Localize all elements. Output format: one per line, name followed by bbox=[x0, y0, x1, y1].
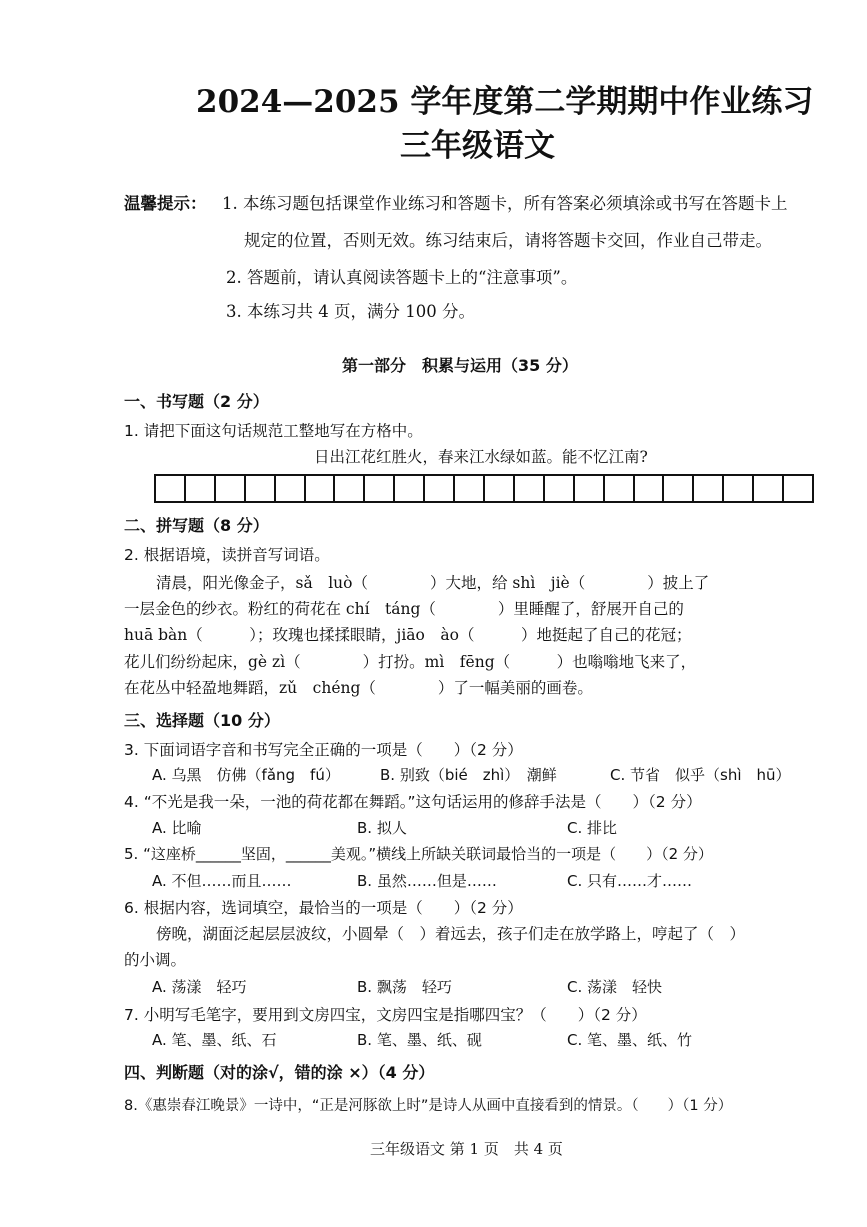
tips-item-1b: 规定的位置，否则无效。练习结束后，请将答题卡交回，作业自己带走。 bbox=[244, 231, 772, 250]
grid-cell[interactable] bbox=[455, 474, 485, 503]
section-heading-choice: 三、选择题（10 分） bbox=[124, 711, 280, 730]
grid-cell[interactable] bbox=[694, 474, 724, 503]
page-subtitle: 三年级语文 bbox=[400, 128, 555, 164]
grid-cell[interactable] bbox=[276, 474, 306, 503]
section-heading-pinyin: 二、拼写题（8 分） bbox=[124, 516, 269, 535]
tips-item-3: 3. 本练习共 4 页，满分 100 分。 bbox=[226, 302, 475, 321]
grid-cell[interactable] bbox=[635, 474, 665, 503]
pinyin-line-1: 清晨，阳光像金子，sǎ luò（ ）大地，给 shì jiè（ ）披上了 bbox=[156, 574, 710, 592]
pinyin-line-2: 一层金色的纱衣。粉红的荷花在 chí táng（ ）里睡醒了，舒展开自己的 bbox=[124, 600, 684, 618]
q4-option-c[interactable]: C. 排比 bbox=[567, 819, 618, 837]
page-title: 2024—2025 学年度第二学期期中作业练习 bbox=[196, 84, 814, 120]
q3-option-a[interactable]: A. 乌黑 仿佛（fǎng fú） bbox=[152, 766, 340, 784]
grid-cell[interactable] bbox=[425, 474, 455, 503]
question-6: 6. 根据内容，选词填空，最恰当的一项是（ ）（2 分） bbox=[124, 899, 523, 917]
grid-cell[interactable] bbox=[306, 474, 336, 503]
q4-option-b[interactable]: B. 拟人 bbox=[357, 819, 407, 837]
grid-cell[interactable] bbox=[365, 474, 395, 503]
grid-cell[interactable] bbox=[545, 474, 575, 503]
question-3: 3. 下面词语字音和书写完全正确的一项是（ ）（2 分） bbox=[124, 741, 523, 759]
q7-option-b[interactable]: B. 笔、墨、纸、砚 bbox=[357, 1031, 482, 1049]
q6-option-c[interactable]: C. 荡漾 轻快 bbox=[567, 978, 663, 996]
q3-option-b[interactable]: B. 别致（bié zhì） 潮鲜 bbox=[380, 766, 557, 784]
q7-option-c[interactable]: C. 笔、墨、纸、竹 bbox=[567, 1031, 693, 1049]
section-heading-judgment: 四、判断题（对的涂√，错的涂 ×）（4 分） bbox=[124, 1063, 435, 1082]
q6-option-b[interactable]: B. 飘荡 轻巧 bbox=[357, 978, 452, 996]
grid-cell[interactable] bbox=[246, 474, 276, 503]
writing-grid[interactable] bbox=[154, 474, 814, 503]
section-heading-writing: 一、书写题（2 分） bbox=[124, 392, 269, 411]
grid-cell[interactable] bbox=[216, 474, 246, 503]
grid-cell[interactable] bbox=[605, 474, 635, 503]
tips-item-1a: 1. 本练习题包括课堂作业练习和答题卡，所有答案必须填涂或书写在答题卡上 bbox=[222, 194, 788, 213]
grid-cell[interactable] bbox=[515, 474, 545, 503]
tips-item-2: 2. 答题前，请认真阅读答题卡上的“注意事项”。 bbox=[226, 268, 578, 287]
question-5: 5. “这座桥______坚固，______美观。”横线上所缺关联词最恰当的一项是（ ）（2 分） bbox=[124, 845, 713, 863]
question-4: 4. “不光是我一朵，一池的荷花都在舞蹈。”这句话运用的修辞手法是（ ）（2 分） bbox=[124, 793, 702, 811]
q4-option-a[interactable]: A. 比喻 bbox=[152, 819, 202, 837]
question-2: 2. 根据语境，读拼音写词语。 bbox=[124, 546, 330, 564]
grid-cell[interactable] bbox=[335, 474, 365, 503]
pinyin-line-3: huā bàn（ ）；玫瑰也揉揉眼睛，jiāo ào（ ）地挺起了自己的花冠； bbox=[124, 626, 692, 644]
pinyin-line-5: 在花丛中轻盈地舞蹈，zǔ chéng（ ）了一幅美丽的画卷。 bbox=[124, 679, 593, 697]
q6-passage-line-1: 傍晚，湖面泛起层层波纹，小圆晕（ ）着远去，孩子们走在放学路上，哼起了（ ） bbox=[156, 925, 746, 943]
grid-cell[interactable] bbox=[664, 474, 694, 503]
grid-cell[interactable] bbox=[154, 474, 186, 503]
part-title: 第一部分 积累与运用（35 分） bbox=[342, 356, 578, 375]
tips-label: 温馨提示： bbox=[124, 194, 207, 213]
grid-cell[interactable] bbox=[485, 474, 515, 503]
question-1: 1. 请把下面这句话规范工整地写在方格中。 bbox=[124, 422, 423, 440]
grid-cell[interactable] bbox=[724, 474, 754, 503]
q5-option-a[interactable]: A. 不但……而且…… bbox=[152, 872, 292, 890]
grid-cell[interactable] bbox=[186, 474, 216, 503]
q5-option-c[interactable]: C. 只有……才…… bbox=[567, 872, 693, 890]
copy-sentence: 日出江花红胜火，春来江水绿如蓝。能不忆江南? bbox=[314, 448, 648, 466]
grid-cell[interactable] bbox=[575, 474, 605, 503]
q6-passage-line-2: 的小调。 bbox=[124, 951, 187, 969]
pinyin-line-4: 花儿们纷纷起床，gè zì（ ）打扮。mì fēng（ ）也嗡嗡地飞来了， bbox=[124, 653, 697, 671]
grid-cell[interactable] bbox=[784, 474, 814, 503]
question-8: 8.《惠崇春江晚景》一诗中，“正是河豚欲上时”是诗人从画中直接看到的情景。（ ）（1 分） bbox=[124, 1098, 733, 1114]
question-7: 7. 小明写毛笔字，要用到文房四宝，文房四宝是指哪四宝？（ ）（2 分） bbox=[124, 1006, 647, 1024]
q5-option-b[interactable]: B. 虽然……但是…… bbox=[357, 872, 497, 890]
grid-cell[interactable] bbox=[395, 474, 425, 503]
grid-cell[interactable] bbox=[754, 474, 784, 503]
page-footer: 三年级语文 第 1 页 共 4 页 bbox=[370, 1140, 563, 1158]
q6-option-a[interactable]: A. 荡漾 轻巧 bbox=[152, 978, 247, 996]
q3-option-c[interactable]: C. 节省 似乎（shì hū） bbox=[610, 766, 791, 784]
q7-option-a[interactable]: A. 笔、墨、纸、石 bbox=[152, 1031, 277, 1049]
